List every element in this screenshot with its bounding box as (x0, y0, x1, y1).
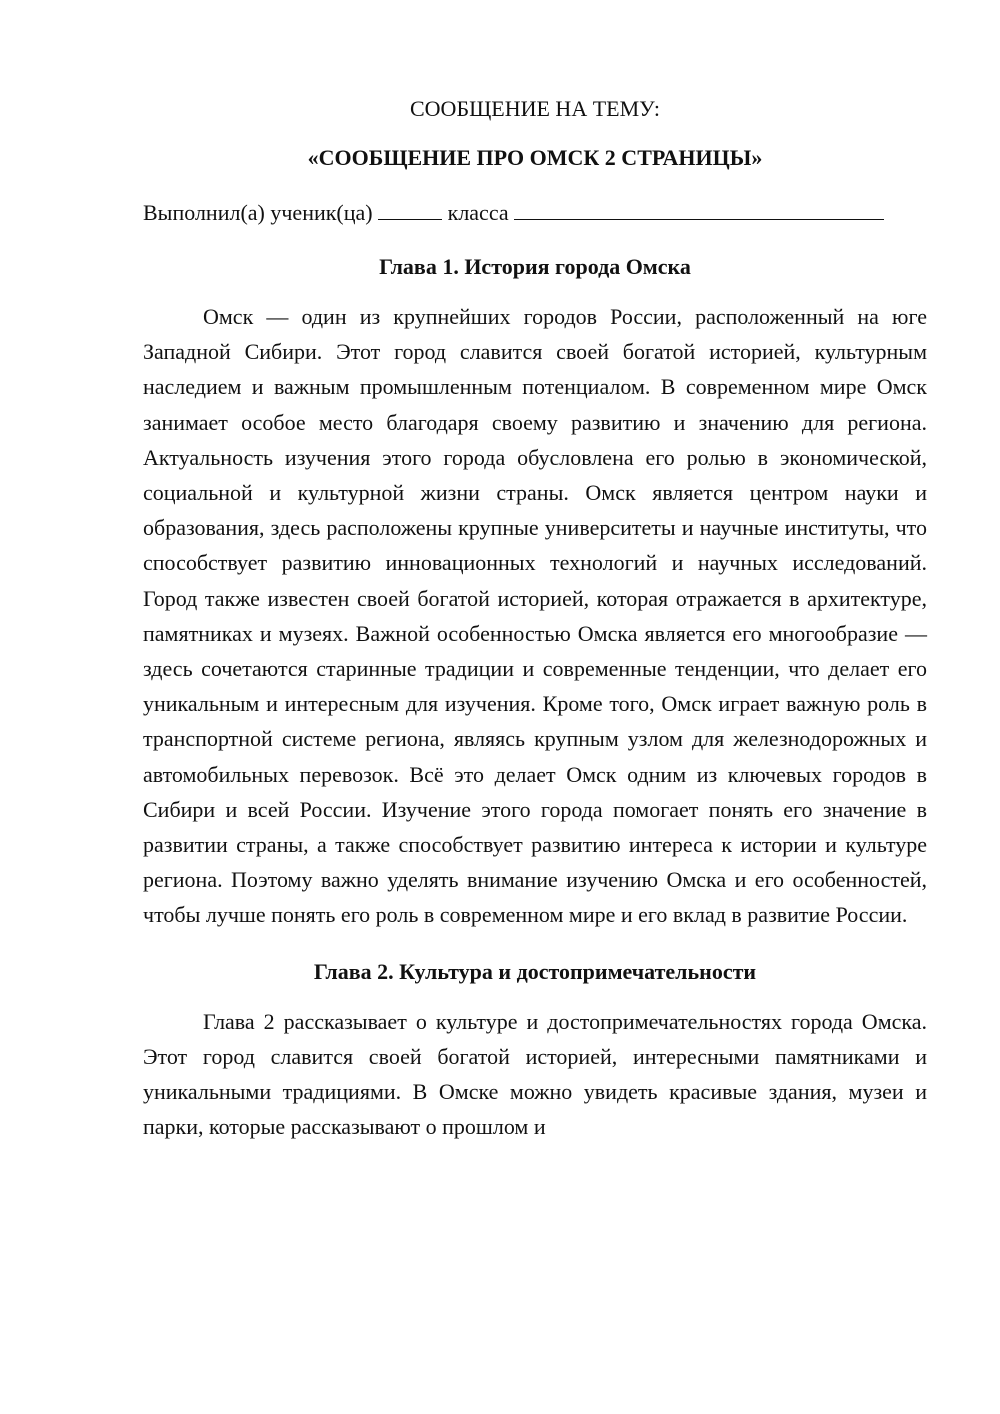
student-name-blank (514, 197, 884, 220)
document-title: СООБЩЕНИЕ НА ТЕМУ: (410, 96, 660, 121)
chapter-1-paragraph: Омск — один из крупнейших городов России, расположенный на юге Западной Сибири. Этот город славится своей богатой историей, культурным наследием и важным промышленным потенциалом. В современном мире Омск занимает особое место благодаря своему развитию и значению для региона. Актуальность изучения этого города обусловлена его ролью в экономической, социальной и культурной жизни страны. Омск является центром науки и образования, здесь расположены крупные университеты и научные институты, что способствует развитию инновационных технологий и научных исследований. Город также известен своей богатой историей, которая отражается в архитектуре, памятниках и музеях. Важной особенностью Омска является его многообразие — здесь сочетаются старинные традиции и современные тенденции, что делает его уникальным и интересным для изучения. Кроме того, Омск играет важную роль в транспортной системе региона, являясь крупным узлом для железнодорожных и автомобильных перевозок. Всё это делает Омск одним из ключевых городов в Сибири и всей России. Изучение этого города помогает понять его значение в развитии страны, а также способствует развитию интереса к истории и культуре региона. Поэтому важно уделять внимание изучению Омска и его особенностей, чтобы лучше понять его роль в современном мире и его вклад в развитие России. (143, 304, 927, 928)
document-page (143, 93, 927, 1144)
chapter-1-heading: Глава 1. История города Омска (379, 254, 691, 279)
student-label: Выполнил(а) ученик(ца) (143, 200, 373, 225)
chapter-2-heading: Глава 2. Культура и достопримечательности (313, 958, 757, 984)
chapter-2-paragraph: Глава 2 рассказывает о культуре и достопримечательностях города Омска. Этот город славится своей богатой историей, интересными памятниками и уникальными традициями. В Омске можно увидеть красивые здания, музеи и парки, которые рассказывают о прошлом и (143, 1008, 927, 1140)
class-number-blank (378, 197, 442, 220)
class-label: класса (447, 200, 509, 225)
student-line (143, 197, 927, 229)
document-topic: «СООБЩЕНИЕ ПРО ОМСК 2 СТРАНИЦЫ» (307, 145, 763, 170)
